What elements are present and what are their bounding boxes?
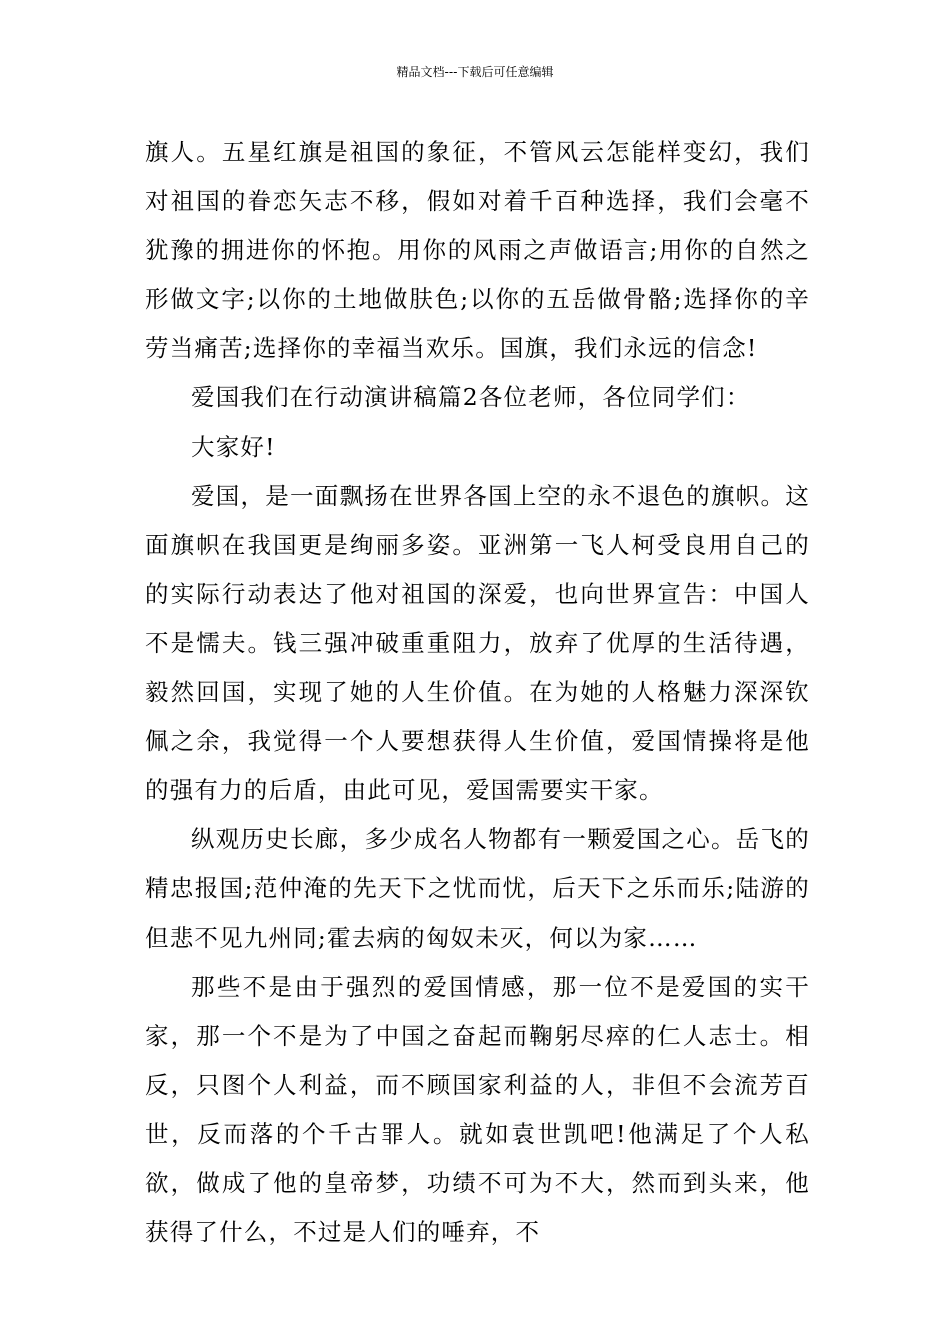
paragraph: 旗人。五星红旗是祖国的象征，不管风云怎能样变幻，我们对祖国的眷恋矢志不移，假如对着千百种选择，我们会毫不犹豫的拥进你的怀抱。用你的风雨之声做语言;用你的自然之形做文字;以你的土地做肤色;以你的五岳做骨骼;选择你的辛劳当痛苦;选择你的幸福当欢乐。国旗，我们永远的信念! — [145, 138, 810, 363]
paragraph-greeting: 大家好! — [191, 432, 276, 461]
paragraph-title-line: 爱国我们在行动演讲稿篇2各位老师，各位同学们： — [191, 383, 751, 412]
paragraph: 那些不是由于强烈的爱国情感，那一位不是爱国的实干家，那一个不是为了中国之奋起而鞠躬尽瘁的仁人志士。相反，只图个人利益，而不顾国家利益的人，非但不会流芳百世，反而落的个千古罪人。就如袁世凯吧!他满足了个人私欲，做成了他的皇帝梦，功绩不可为不大，然而到头来，他获得了什么，不过是人们的唾弃，不 — [145, 972, 810, 1247]
document-body — [145, 128, 810, 1257]
paragraph: 纵观历史长廊，多少成名人物都有一颗爱国之心。岳飞的精忠报国;范仲淹的先天下之忧而忧，后天下之乐而乐;陆游的但悲不见九州同;霍去病的匈奴未灭，何以为家…… — [145, 825, 810, 952]
paragraph: 爱国，是一面飘扬在世界各国上空的永不退色的旗帜。这面旗帜在我国更是绚丽多姿。亚洲第一飞人柯受良用自己的的实际行动表达了他对祖国的深爱，也向世界宣告：中国人不是懦夫。钱三强冲破重重阻力，放弃了优厚的生活待遇，毅然回国，实现了她的人生价值。在为她的人格魅力深深钦佩之余，我觉得一个人要想获得人生价值，爱国情操将是他的强有力的后盾，由此可见，爱国需要实干家。 — [145, 481, 810, 805]
page-header: 精品文档---下载后可任意编辑 — [396, 65, 554, 79]
